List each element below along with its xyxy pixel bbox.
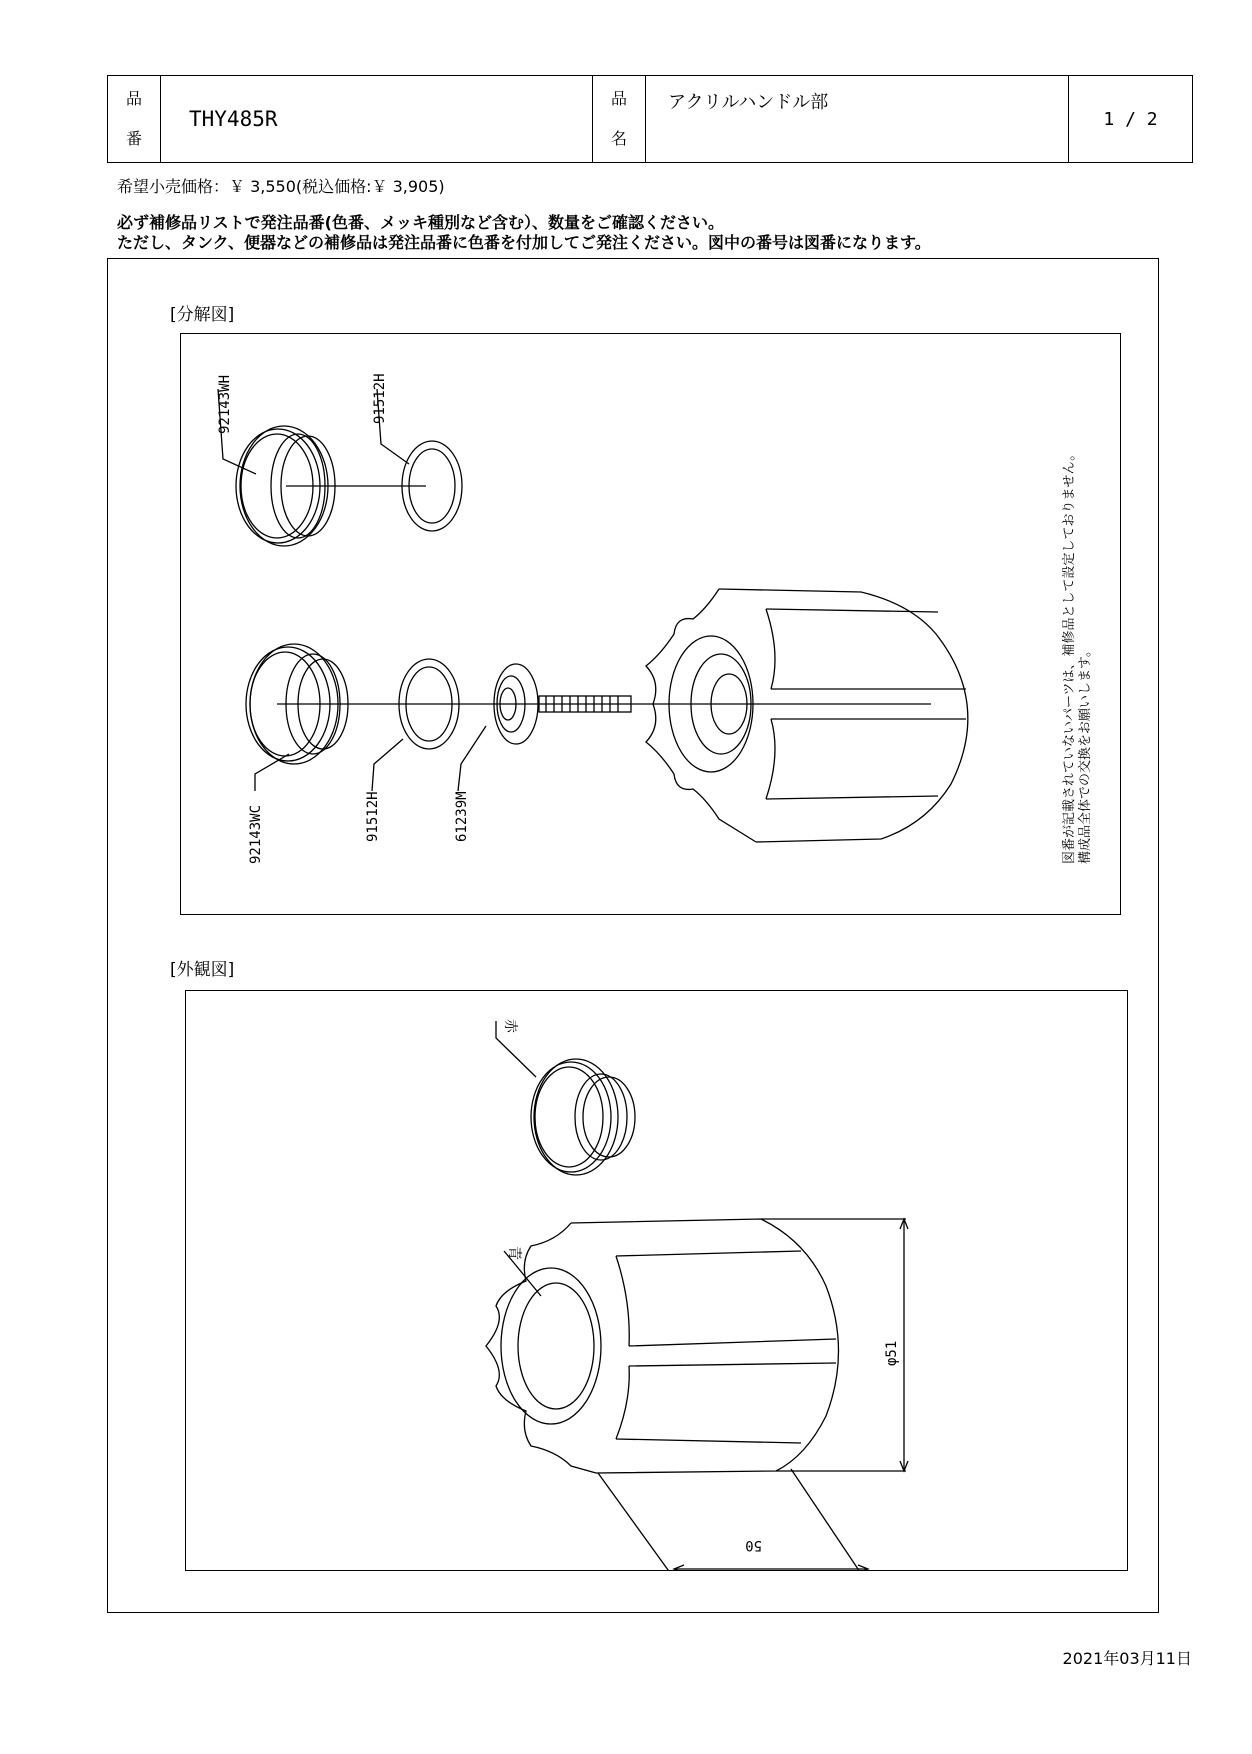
cap-red [531,1059,635,1175]
part-name: アクリルハンドル部 [646,76,1069,163]
label-screw: 61239M [454,791,470,842]
appearance-drawing [186,991,1127,1570]
handle [646,589,968,842]
header-table [107,75,1193,163]
appearance-frame [185,990,1128,1571]
side-note-1: 図番が記載されていないパーツは、補修品として設定しておりません。 [1062,447,1077,864]
exploded-drawing [181,334,1120,914]
date: 2021年03月11日 [1062,1649,1192,1668]
appearance-title: [外観図] [170,960,235,980]
label-blue: 青 [506,1246,522,1260]
note-line-1: 必ず補修品リストで発注品番(色番、メッキ種別など含む）、数量をご確認ください。 [117,213,724,232]
hinmei-label: 品 名 [593,76,646,163]
price-text: 希望小売価格：￥ 3,550(税込価格:￥ 3,905) [117,177,445,196]
label-ring-top: 91512H [372,373,388,424]
label-cap-bottom: 92143WC [248,804,264,864]
note-line-2: ただし、タンク、便器などの補修品は発注品番に色番を付加してご発注ください。図中の番号は図番になります。 [117,233,931,252]
label-red: 赤 [502,1019,518,1033]
label-cap-top: 92143WH [217,374,233,434]
side-note-2: 構成品全体での交換をお願いします。 [1078,644,1093,864]
part-code: THY485R [161,76,593,163]
exploded-title: [分解図] [170,305,235,325]
dim-diameter: φ51 [884,1340,900,1366]
page-number: 1 / 2 [1069,76,1193,163]
exploded-frame [180,333,1121,915]
handle-assembled [486,1219,839,1473]
dim-length: 50 [745,1537,762,1553]
label-ring-bottom: 91512H [365,791,381,842]
hinban-label: 品 番 [108,76,161,163]
